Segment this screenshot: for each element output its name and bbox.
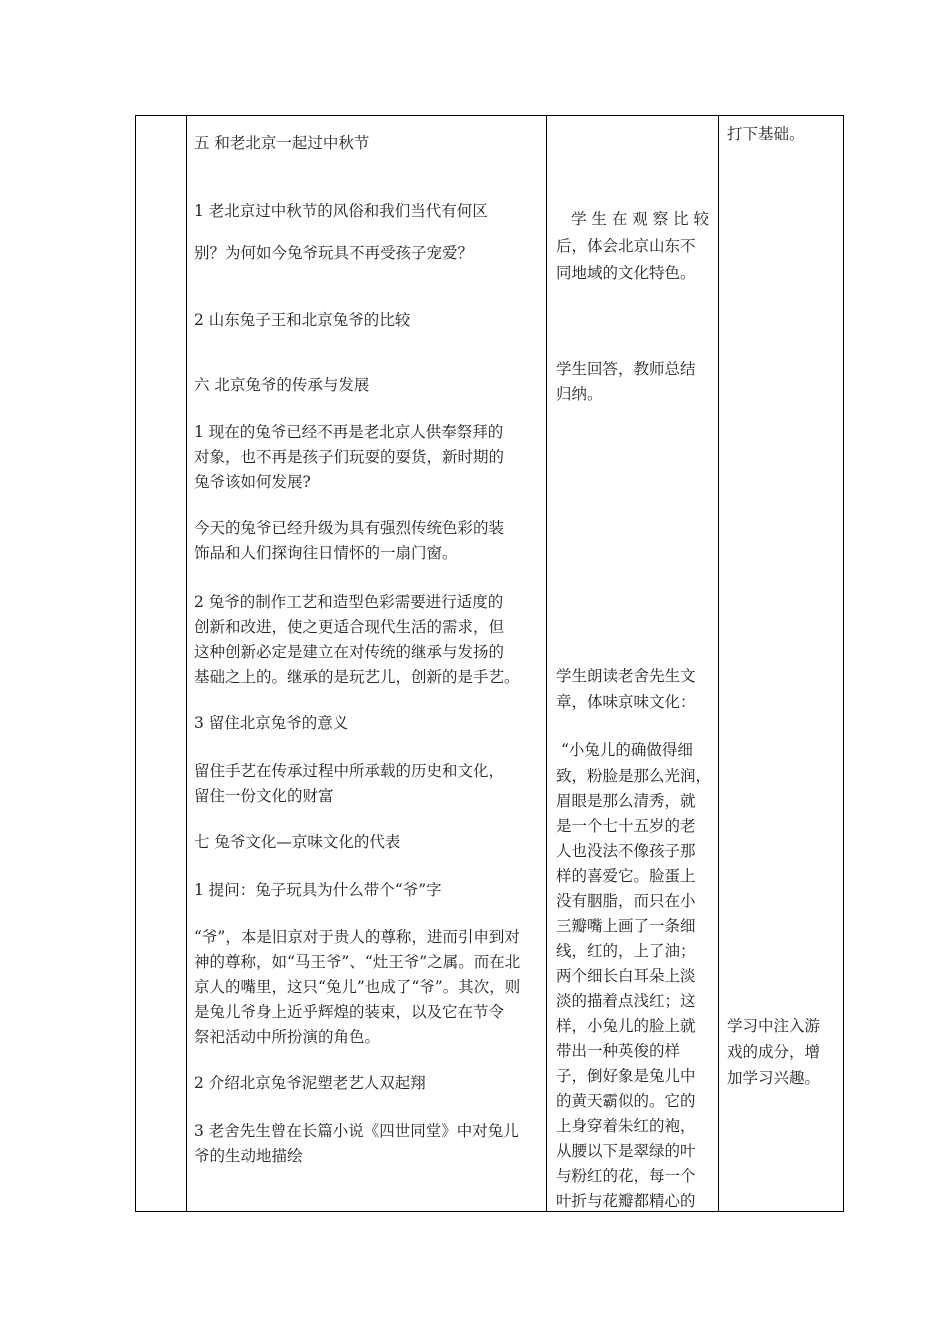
column-divider (186, 116, 187, 1211)
design-intent-line: 学习中注入游 (727, 1017, 821, 1035)
quote-line: 人也没法不像孩子那 (556, 842, 696, 860)
question: 1 老北京过中秋节的风俗和我们当代有何区 (194, 202, 488, 220)
quote-line: 没有胭脂，而只在小 (556, 892, 696, 910)
column-divider (546, 116, 547, 1211)
paragraph-line: 创新和改进，使之更适合现代生活的需求，但 (194, 618, 505, 636)
student-activity-line: 学生朗读老舍先生文 (556, 667, 696, 685)
paragraph-line: 对象，也不再是孩子们玩耍的耍货，新时期的 (194, 448, 505, 466)
paragraph-line: 1 现在的兔爷已经不再是老北京人供奉祭拜的 (194, 423, 504, 441)
paragraph-line: 祭祀活动中所扮演的角色。 (194, 1028, 381, 1046)
design-intent-line: 戏的成分，增 (727, 1043, 821, 1061)
paragraph-line: “爷”，本是旧京对于贵人的尊称，进而引申到对 (194, 928, 520, 946)
section-title: 六 北京兔爷的传承与发展 (194, 376, 370, 394)
quote-line: 淡的描着点浅红；这 (556, 992, 696, 1010)
paragraph-line: 神的尊称，如“马王爷”、“灶王爷”之属。而在北 (194, 953, 521, 971)
student-activity-line: 章，体味京味文化： (556, 693, 696, 711)
student-activity-line: 学生回答，教师总结 (556, 360, 696, 378)
paragraph-line: 2 兔爷的制作工艺和造型色彩需要进行适度的 (194, 593, 504, 611)
paragraph-line: 今天的兔爷已经升级为具有强烈传统色彩的装 (194, 519, 505, 537)
quote-line: 是一个七十五岁的老 (556, 817, 696, 835)
section-title: 七 兔爷文化—京味文化的代表 (194, 833, 401, 851)
paragraph-line: 3 老舍先生曾在长篇小说《四世同堂》中对兔儿 (194, 1122, 519, 1140)
paragraph-line: 1 提问：兔子玩具为什么带个“爷”字 (194, 881, 442, 899)
quote-line: 从腰以下是翠绿的叶 (556, 1142, 696, 1160)
paragraph-line: 京人的嘴里，这只“兔儿”也成了“爷”。其次，则 (194, 978, 521, 996)
column-divider (718, 116, 719, 1211)
paragraph-line: 留住一份文化的财富 (194, 787, 334, 805)
quote-line: 样的喜爱它。脸蛋上 (556, 867, 696, 885)
quote-line: 致，粉脸是那么光润， (556, 767, 712, 785)
quote-line: 子，倒好象是兔儿中 (556, 1067, 696, 1085)
question: 别？为何如今兔爷玩具不再受孩子宠爱？ (194, 244, 474, 262)
paragraph-line: 留住手艺在传承过程中所承载的历史和文化， (194, 762, 505, 780)
student-activity-line: 后，体会北京山东不 (556, 237, 696, 255)
paragraph-line: 是兔儿爷身上近乎辉煌的装束，以及它在节令 (194, 1003, 505, 1021)
quote-line: 两个细长白耳朵上淡 (556, 967, 696, 985)
quote-line: 线，红的，上了油； (556, 942, 696, 960)
quote-line: 的黄天霸似的。它的 (556, 1092, 696, 1110)
quote-line: 带出一种英俊的样 (556, 1042, 681, 1060)
design-intent-line: 打下基础。 (727, 125, 805, 143)
lesson-plan-table (135, 115, 844, 1212)
student-activity-line: 归纳。 (556, 385, 603, 403)
question: 2 山东兔子王和北京兔爷的比较 (194, 311, 411, 329)
paragraph-line: 2 介绍北京兔爷泥塑老艺人双起翔 (194, 1074, 426, 1092)
quote-line: 叶折与花瓣都精心的 (556, 1192, 696, 1210)
quote-line: “小兔儿的确做得细 (561, 741, 693, 759)
quote-line: 上身穿着朱红的袍， (556, 1117, 696, 1135)
quote-line: 三瓣嘴上画了一条细 (556, 917, 696, 935)
student-activity-line: 学 生 在 观 察 比 较 (571, 210, 710, 228)
quote-line: 样，小兔儿的脸上就 (556, 1017, 696, 1035)
paragraph-line: 这种创新必定是建立在对传统的继承与发扬的 (194, 643, 505, 661)
paragraph-line: 饰品和人们探询往日情怀的一扇门窗。 (194, 544, 458, 562)
quote-line: 眉眼是那么清秀，就 (556, 792, 696, 810)
paragraph-line: 兔爷该如何发展? (194, 473, 311, 491)
quote-line: 与粉红的花，每一个 (556, 1167, 696, 1185)
paragraph-line: 爷的生动地描绘 (194, 1147, 303, 1165)
student-activity-line: 同地域的文化特色。 (556, 264, 696, 282)
section-title: 五 和老北京一起过中秋节 (194, 134, 370, 152)
design-intent-line: 加学习兴趣。 (727, 1069, 821, 1087)
paragraph-line: 3 留住北京兔爷的意义 (194, 714, 349, 732)
paragraph-line: 基础之上的。继承的是玩艺儿，创新的是手艺。 (194, 668, 520, 686)
